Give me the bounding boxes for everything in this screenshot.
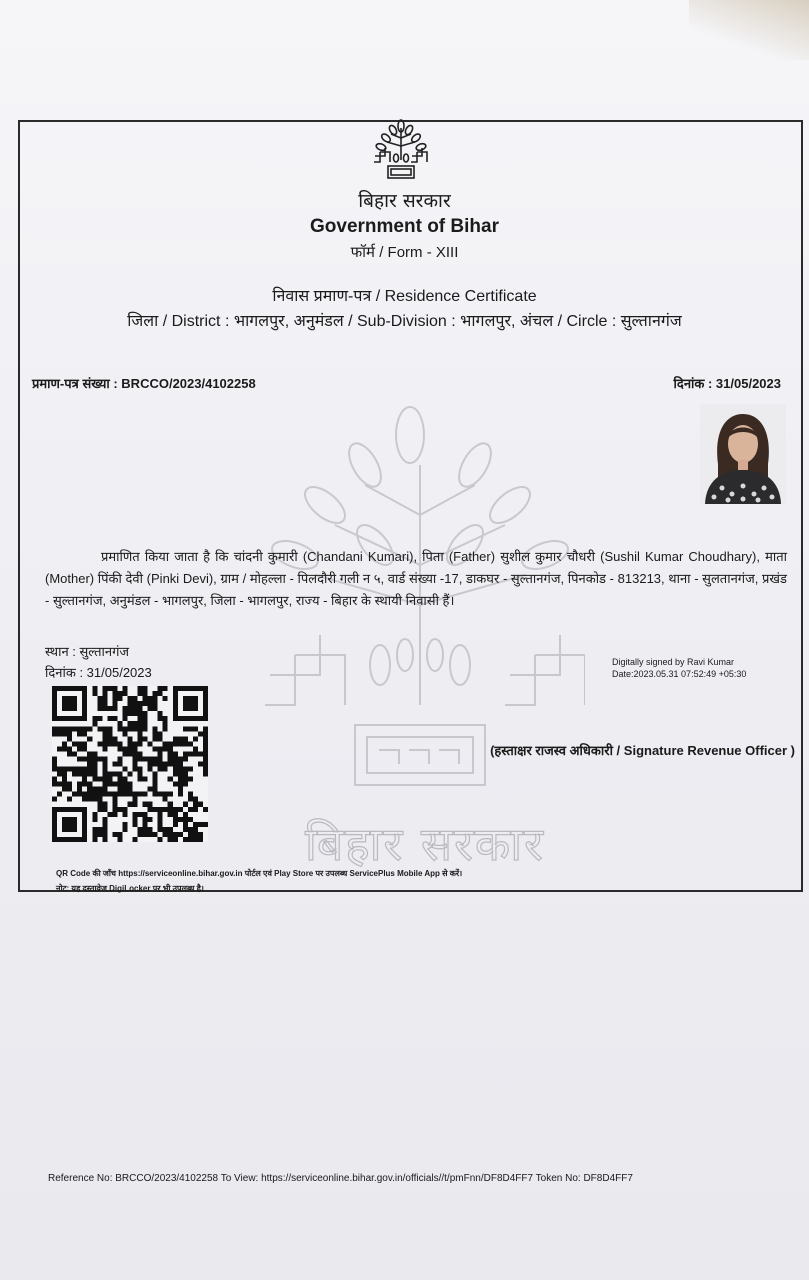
- qr-verification-note: QR Code की जाँच https://serviceonline.bihar.gov.in पोर्टल एवं Play Store पर उपलब्ध ServicePlus Mobile App से करें।: [56, 869, 463, 878]
- place-date: दिनांक : 31/05/2023: [45, 665, 152, 680]
- government-title: Government of Bihar: [310, 216, 499, 237]
- digital-signature-date: Date:2023.05.31 07:52:49 +05:30: [612, 669, 747, 679]
- district-line: जिला / District : भागलपुर, अनुमंडल / Sub-Division : भागलपुर, अंचल / Circle : सुल्तानगंज: [127, 313, 682, 330]
- digilocker-note: नोट: यह दस्तावेज DigiLocker पर भी उपलब्ध है।: [56, 884, 204, 893]
- footer-reference: Reference No: BRCCO/2023/4102258 To View: https://serviceonline.bihar.gov.in/officials//t/pmFnn/DF8D4FF7 Token No: DF8D4FF7: [48, 1173, 633, 1184]
- state-name-hindi: बिहार सरकार: [358, 190, 451, 212]
- watermark-emblem-icon: [255, 405, 585, 875]
- certificate-title: निवास प्रमाण-पत्र / Residence Certificate: [272, 288, 537, 305]
- watermark-text: बिहार सरकार: [305, 817, 545, 871]
- page-corner-shadow: [689, 0, 809, 60]
- signature-label: (हस्ताक्षर राजस्व अधिकारी / Signature Revenue Officer ): [490, 743, 795, 758]
- qr-code[interactable]: [52, 686, 208, 842]
- issue-date: दिनांक : 31/05/2023: [673, 376, 781, 391]
- digital-signature-signer: Digitally signed by Ravi Kumar: [612, 657, 735, 667]
- bihar-emblem-icon: [371, 118, 431, 184]
- place-label: स्थान : सुल्तानगंज: [45, 644, 130, 659]
- digital-signature: [612, 656, 746, 680]
- applicant-photo: [700, 404, 786, 504]
- certificate-number: प्रमाण-पत्र संख्या : BRCCO/2023/4102258: [32, 376, 256, 391]
- certificate-body-text: प्रमाणित किया जाता है कि चांदनी कुमारी (Chandani Kumari), पिता (Father) सुशील कुमार चौधरी (Sushil Kumar Choudhary), माता (Mother) पिंकी देवी (Pinki Devi), ग्राम / मोहल्ला - पिलदौरी गली न ५, वार्ड संख्या -17, डाकघर - सुल्तानगंज, पिनकोड - 813213, थाना - सुलतानगंज, प्रखंड - सुल्तानगंज, अनुमंडल - भागलपुर, जिला - भागलपुर, राज्य - बिहार के स्थायी निवासी हैं।: [45, 549, 787, 608]
- form-number: फॉर्म / Form - XIII: [350, 244, 459, 261]
